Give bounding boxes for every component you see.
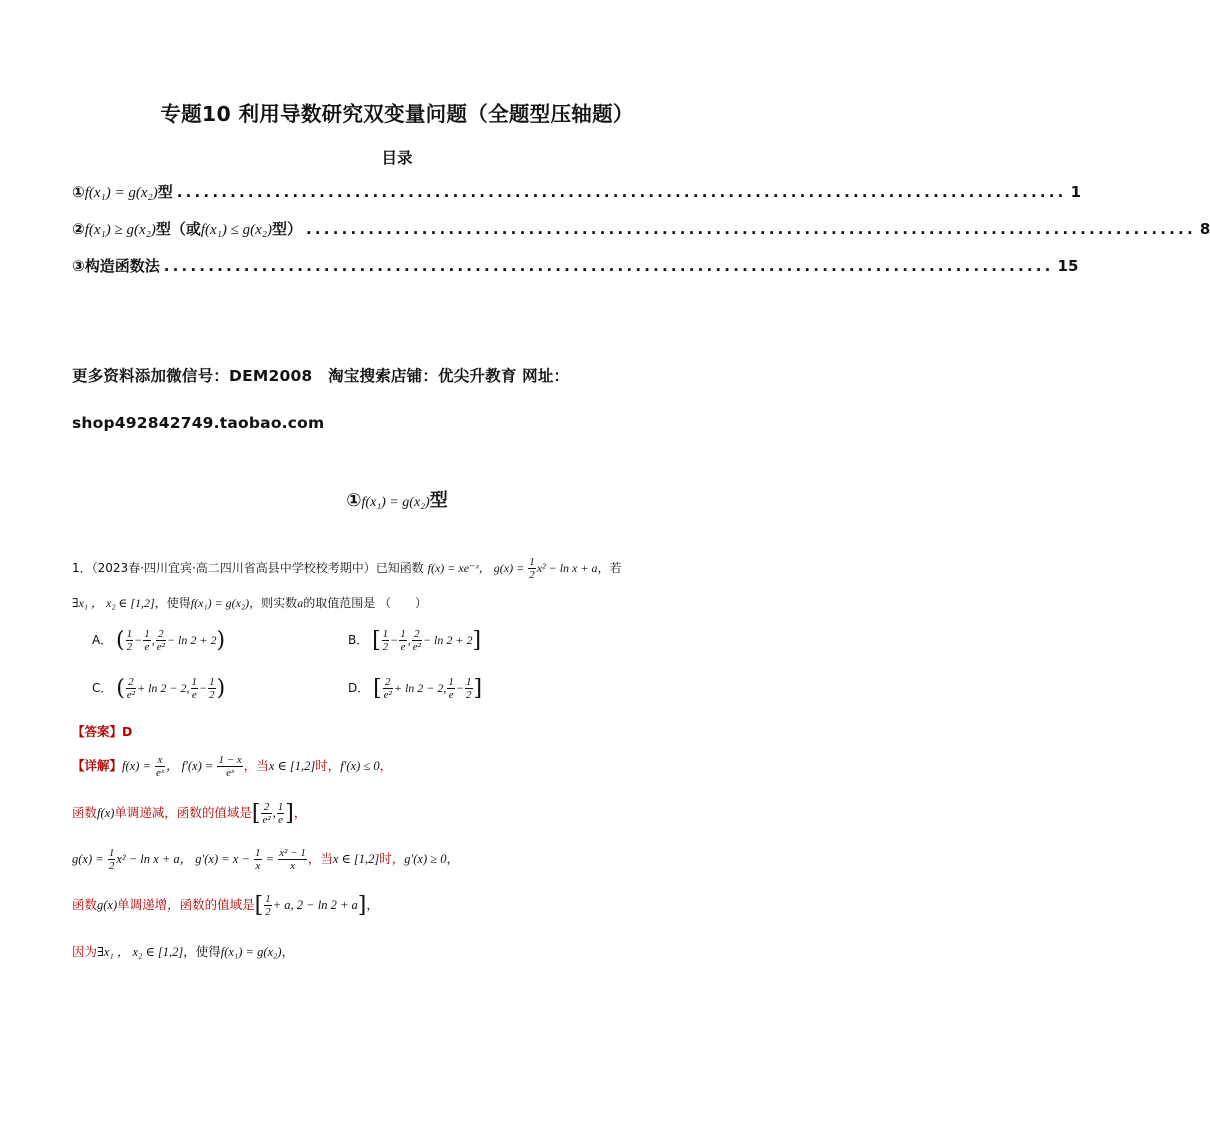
toc-item-label: ③构造函数法 [72,257,160,275]
option-d[interactable]: D． [ $\frac{2}{\text{e²}}$ + ln 2 − 2, $\frac{1}{e}$ − $\frac{1}{2}$ ] [348,676,483,702]
option-c[interactable]: C． ( $\frac{2}{\text{e²}}$ + ln 2 − 2, $\frac{1}{e}$ − $\frac{1}{2}$ ) [92,676,226,702]
toc-heading: 目录 [381,149,413,167]
question-stem-line-2: ∃x₁ ， x₂ ∈ [1,2]，使得f(x₁) = g(x₂)，则实数a的取值范围是 （ ） [72,596,428,610]
solution-line-3: g(x) = $\frac{1}{2}$ x² − ln x + a， g′(x) = x − $\frac{1}{x}$ = $\frac{\text{x² − 1}}{x}$ ，当x ∈ [1,2]时，g′(x) ≥ 0， [72,847,459,873]
toc-item-label: ②f(x₁) ≥ g(x₂)型（或f(x₁) ≤ g(x₂)型） [72,220,303,238]
toc-page-number: 15 [1057,257,1079,275]
answer-line: 【答案】D [72,724,133,739]
solution-line-1: 【详解】f(x) = $\frac{x}{\text{eˣ}}$ ， f′(x) = $\frac{1 - x}{\text{eˣ}}$ ，当x ∈ [1,2]时，f′(x) ≤ 0， [72,754,393,780]
section-heading: ①f(x₁) = g(x₂)型 [346,490,448,511]
option-b[interactable]: B． [ $\frac{1}{2}$ − $\frac{1}{e}$ , $\frac{2}{\text{e²}}$ − ln 2 + 2] [348,628,482,654]
solution-line-4: 函数g(x)单调递增，函数的值域是[ $\frac{1}{2}$ + a, 2 − ln 2 + a]， [72,893,379,919]
toc-item-3[interactable] [72,255,1079,279]
solution-line-2: 函数f(x)单调递减，函数的值域是[ $\frac{2}{\text{e²}}$ , $\frac{1}{e}$ ]， [72,801,307,827]
fraction: $\frac{1}{2}$ [529,556,535,582]
toc-leader-dots: .................................................................................................... [163,257,1054,275]
question-stem: 1．（2023春·四川宜宾·高二四川省高县中学校校考期中）已知函数 f(x) = xe⁻ˣ， g(x) = $\frac{1}{2}$ x² − ln x + a，若 [72,556,622,582]
toc-page-number: 8 [1199,220,1210,238]
toc-leader-dots: .................................................................................................... [306,220,1196,238]
page-title: 专题10 利用导数研究双变量问题（全题型压轴题） [160,102,634,126]
toc-leader-dots: .................................................................................................... [176,183,1067,201]
promo-url[interactable]: shop492842749.taobao.com [72,414,325,432]
toc-page-number: 1 [1070,183,1081,201]
promo-line-1: 更多资料添加微信号：DEM2008 淘宝搜索店铺：优尖升教育 网址： [72,367,570,385]
toc-item-2[interactable] [72,218,1210,242]
toc-item-1[interactable] [72,181,1081,205]
option-a[interactable]: A． ( $\frac{1}{2}$ − $\frac{1}{e}$ , $\frac{2}{\text{e²}}$ − ln 2 + 2) [92,628,226,654]
toc-item-label: ①f(x₁) = g(x₂)型 [72,183,173,201]
solution-line-5: 因为∃x₁ ， x₂ ∈ [1,2]，使得f(x₁) = g(x₂)， [72,944,295,959]
